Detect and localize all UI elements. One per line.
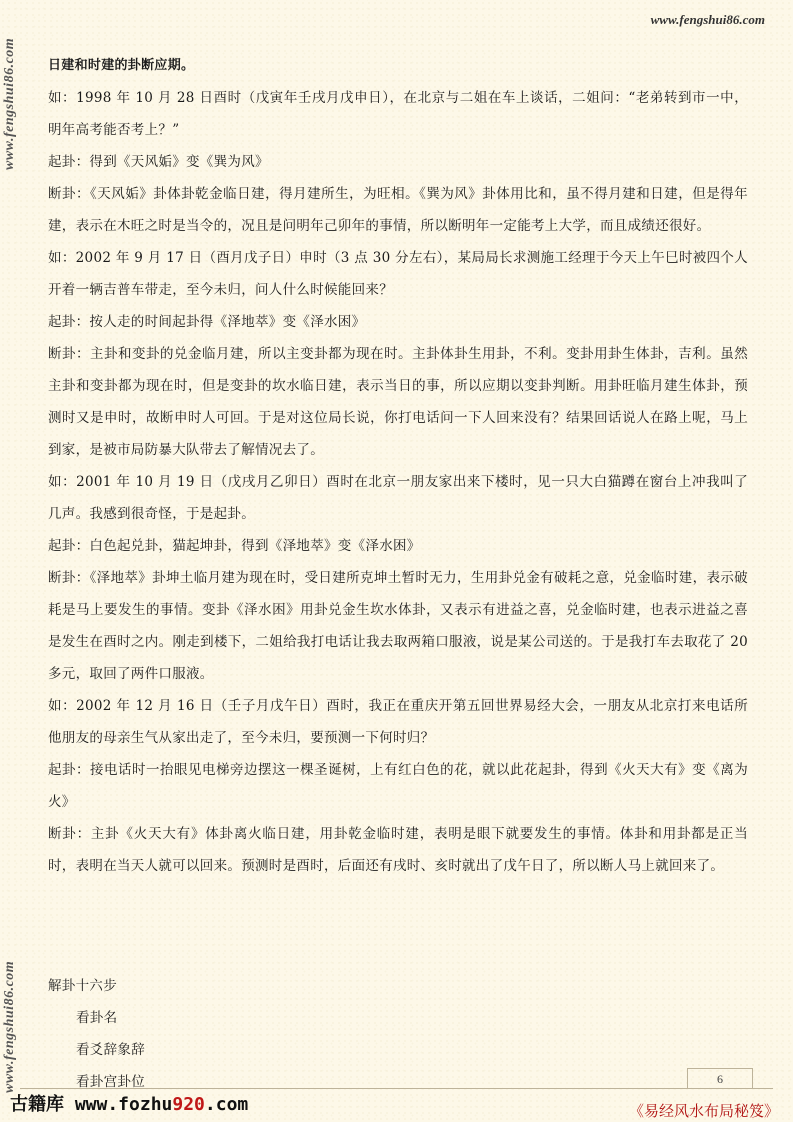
list-item: 看爻辞象辞	[76, 1042, 145, 1058]
list-item: 看卦名	[76, 1010, 118, 1026]
side-watermark-bottom: www.fengshui86.com	[2, 960, 17, 1093]
page-number: 6	[687, 1068, 753, 1089]
paragraph: 起卦：白色起兑卦，猫起坤卦，得到《泽地萃》变《泽水困》	[48, 538, 421, 554]
footer-site-logo	[10, 1090, 248, 1116]
footer-url-part: www.fozhu	[64, 1094, 173, 1115]
footer-url-number: 920	[172, 1094, 205, 1115]
paragraph: 起卦：得到《天风姤》变《巽为风》	[48, 154, 269, 170]
spacer	[48, 882, 748, 970]
section-title: 日建和时建的卦断应期。	[48, 58, 195, 73]
header-url: www.fengshui86.com	[650, 12, 765, 27]
paragraph: 断卦：主卦《火天大有》体卦离火临日建，用卦乾金临时建，表明是眼下就要发生的事情。体卦和用卦都是正当时，表明在当天人就可以回来。预测时是酉时，后面还有戌时、亥时就出了戊午日了，所以断人马上就回来了。	[48, 826, 748, 874]
footer-divider	[20, 1088, 773, 1089]
paragraph: 断卦：《天风姤》卦体卦乾金临日建，得月建所生，为旺相。《巽为风》卦体用比和，虽不得月建和日建，但是得年建，表示在木旺之时是当令的，况且是问明年己卯年的事情，所以断明年一定能考上大学，而且成绩还很好。	[48, 186, 748, 234]
side-watermark-top: www.fengshui86.com	[2, 37, 17, 170]
paragraph: 如：2002 年 12 月 16 日（壬子月戊午日）酉时，我正在重庆开第五回世界易经大会，一朋友从北京打来电话所他朋友的母亲生气从家出走了，至今未归，要预测一下何时归？	[48, 698, 748, 746]
paragraph: 断卦：《泽地萃》卦坤土临月建为现在时，受日建所克坤土暂时无力，生用卦兑金有破耗之意，兑金临时建，表示破耗是马上要发生的事情。变卦《泽水困》用卦兑金生坎水体卦，又表示有进益之喜，兑金临时建，也表示进益之喜是发生在酉时之内。刚走到楼下，二姐给我打电话让我去取两箱口服液，说是某公司送的。于是我打车去取花了 20 多元，取回了两件口服液。	[48, 570, 748, 682]
list-item: 看卦宫卦位	[76, 1074, 145, 1090]
footer-site-name: 古籍库	[10, 1094, 64, 1115]
list-title: 解卦十六步	[48, 978, 117, 994]
paragraph: 如：1998 年 10 月 28 日酉时（戊寅年壬戌月戊申日），在北京与二姐在车上谈话，二姐问：“老弟转到市一中，明年高考能否考上？”	[48, 90, 748, 138]
paragraph: 如：2002 年 9 月 17 日（酉月戊子日）申时（3 点 30 分左右），某局局长求测施工经理于今天上午巳时被四个人开着一辆吉普车带走，至今未归，问人什么时候能回来？	[48, 250, 748, 298]
paragraph: 断卦：主卦和变卦的兑金临月建，所以主变卦都为现在时。主卦体卦生用卦，不利。变卦用卦生体卦，吉利。虽然主卦和变卦都为现在时，但是变卦的坎水临日建，表示当日的事，所以应期以变卦判断。用卦旺临月建生体卦，预测时又是申时，故断申时人可回。于是对这位局长说，你打电话问一下人回来没有？结果回话说人在路上呢，马上到家，是被市局防暴大队带去了解情况去了。	[48, 346, 748, 458]
paragraph: 起卦：按人走的时间起卦得《泽地萃》变《泽水困》	[48, 314, 366, 330]
footer-book-title: 《易经风水布局秘笈》	[628, 1102, 779, 1120]
paragraph: 如：2001 年 10 月 19 日（戊戌月乙卯日）酉时在北京一朋友家出来下楼时，见一只大白猫蹲在窗台上冲我叫了几声。我感到很奇怪，于是起卦。	[48, 474, 748, 522]
paragraph: 起卦：接电话时一抬眼见电梯旁边摆这一棵圣诞树，上有红白色的花，就以此花起卦，得到《火天大有》变《离为火》	[48, 762, 748, 810]
document-body	[48, 50, 748, 1098]
footer-url-suffix: .com	[204, 1094, 249, 1115]
